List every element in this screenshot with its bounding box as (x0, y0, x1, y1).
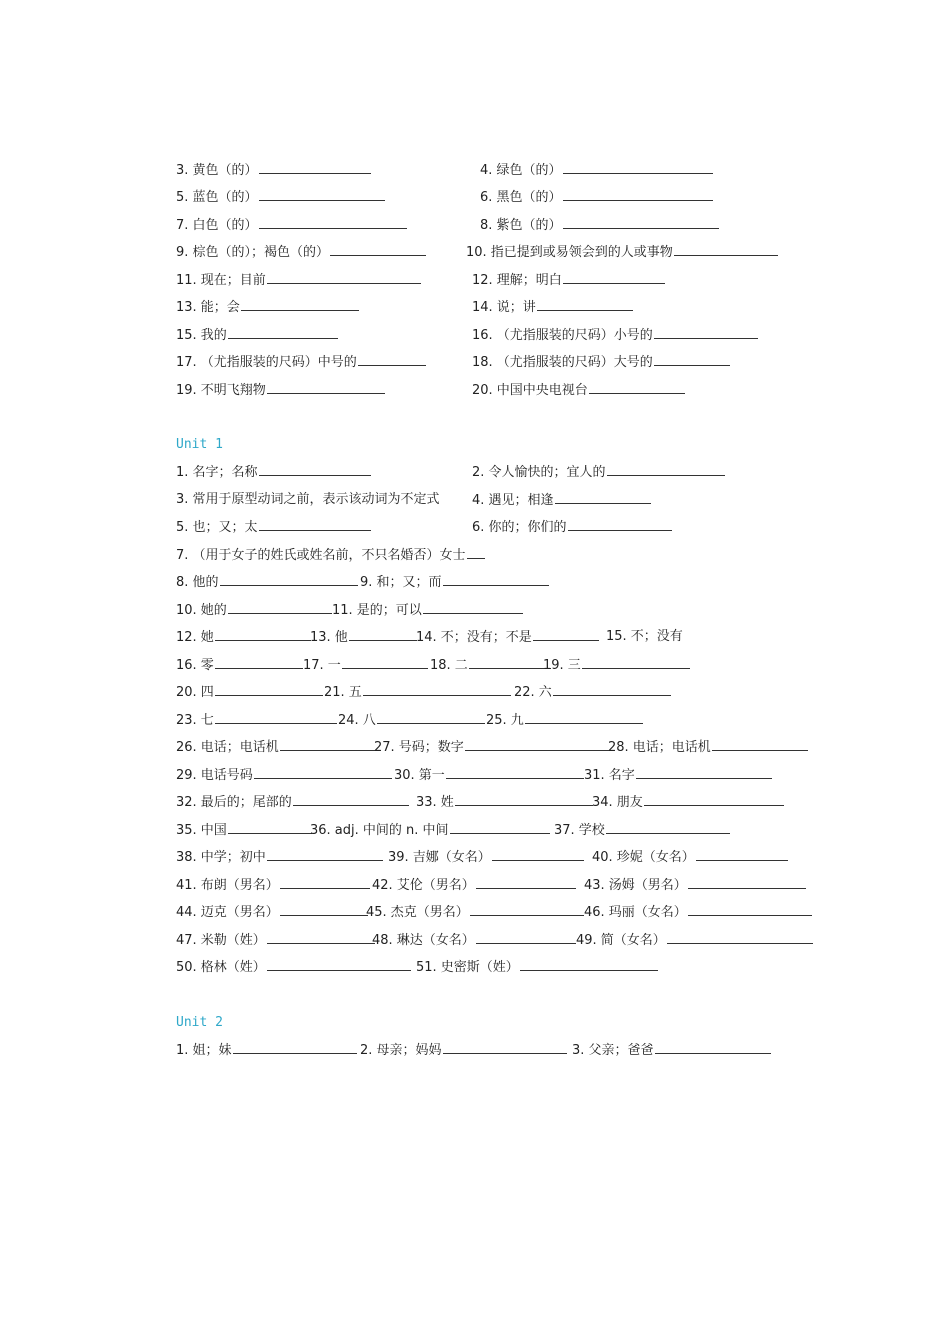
vocab-item: 17. （尤指服装的尺码）中号的 (176, 352, 426, 373)
unit2-heading: Unit 2 (176, 1015, 223, 1030)
vocab-item: 1. 姐；妹 (176, 1040, 357, 1061)
vocab-item: 17. 一 (303, 655, 428, 676)
vocab-item: 19. 三 (543, 655, 690, 676)
vocab-item: 26. 电话；电话机 (176, 737, 376, 758)
vocab-item: 38. 中学；初中 (176, 847, 383, 868)
vocab-item: 20. 中国中央电视台 (472, 380, 685, 401)
vocab-item: 10. 她的 (176, 600, 332, 621)
vocab-item: 18. 二 (430, 655, 551, 676)
vocab-item: 24. 八 (338, 710, 485, 731)
vocab-item: 21. 五 (324, 682, 511, 703)
vocab-item: 14. 不；没有；不是 (416, 627, 599, 648)
vocab-item: 14. 说；讲 (472, 297, 633, 318)
unit1-heading: Unit 1 (176, 437, 223, 452)
vocab-item: 31. 名字 (584, 765, 772, 786)
vocab-item: 42. 艾伦（男名） (372, 875, 576, 896)
vocab-item: 45. 杰克（男名） (366, 902, 584, 923)
vocab-item: 5. 也；又；太 (176, 517, 371, 538)
vocab-item: 39. 吉娜（女名） (388, 847, 584, 868)
vocab-item: 4. 遇见；相逢 (472, 490, 651, 511)
vocab-item: 8. 他的 (176, 572, 358, 593)
vocab-item: 28. 电话；电话机 (608, 737, 808, 758)
vocab-item: 6. 黑色（的） (480, 187, 713, 208)
vocab-item: 20. 四 (176, 682, 323, 703)
vocab-item: 7. 白色（的） (176, 215, 407, 236)
vocab-item: 36. adj. 中间的 n. 中间 (310, 820, 550, 841)
vocab-item: 5. 蓝色（的） (176, 187, 385, 208)
vocab-item: 15. 不；没有 (606, 629, 683, 644)
vocab-item: 51. 史密斯（姓） (416, 957, 658, 978)
vocab-item: 11. 是的；可以 (332, 600, 523, 621)
vocab-item: 16. （尤指服装的尺码）小号的 (472, 325, 758, 346)
vocab-item: 37. 学校 (554, 820, 730, 841)
vocab-item: 12. 理解；明白 (472, 270, 665, 291)
vocab-item: 48. 琳达（女名） (372, 930, 576, 951)
vocab-item: 3. 黄色（的） (176, 160, 371, 181)
vocab-item: 23. 七 (176, 710, 337, 731)
vocab-item: 4. 绿色（的） (480, 160, 713, 181)
vocab-item: 41. 布朗（男名） (176, 875, 370, 896)
vocab-item: 15. 我的 (176, 325, 338, 346)
vocab-item: 47. 米勒（姓） (176, 930, 375, 951)
vocab-item: 44. 迈克（男名） (176, 902, 368, 923)
vocab-item: 27. 号码；数字 (374, 737, 609, 758)
vocab-item: 33. 姓 (416, 792, 593, 813)
vocab-item: 25. 九 (486, 710, 643, 731)
vocab-item: 30. 第一 (394, 765, 584, 786)
vocab-item: 6. 你的；你们的 (472, 517, 672, 538)
vocab-item: 9. 和；又；而 (360, 572, 549, 593)
vocab-item: 32. 最后的；尾部的 (176, 792, 409, 813)
vocab-item: 2. 母亲；妈妈 (360, 1040, 567, 1061)
vocab-item: 43. 汤姆（男名） (584, 875, 806, 896)
vocab-item: 9. 棕色（的）；褐色（的） (176, 242, 426, 263)
vocab-item: 8. 紫色（的） (480, 215, 719, 236)
vocab-item: 18. （尤指服装的尺码）大号的 (472, 352, 730, 373)
vocab-item: 3. 常用于原型动词之前，表示该动词为不定式 (176, 492, 440, 507)
vocab-item: 13. 能；会 (176, 297, 359, 318)
vocab-item: 2. 令人愉快的；宜人的 (472, 462, 725, 483)
vocab-item: 10. 指已提到或易领会到的人或事物 (466, 242, 778, 263)
vocab-item: 50. 格林（姓） (176, 957, 411, 978)
vocab-item: 46. 玛丽（女名） (584, 902, 812, 923)
vocab-item: 35. 中国 (176, 820, 312, 841)
vocab-item: 12. 她 (176, 627, 311, 648)
vocab-item: 40. 珍妮（女名） (592, 847, 788, 868)
vocab-item: 19. 不明飞翔物 (176, 380, 385, 401)
vocab-item: 7. （用于女子的姓氏或姓名前，不只名婚否）女士 (176, 545, 485, 566)
vocab-item: 11. 现在；目前 (176, 270, 421, 291)
vocab-item: 22. 六 (514, 682, 671, 703)
vocab-item: 3. 父亲；爸爸 (572, 1040, 771, 1061)
vocab-item: 34. 朋友 (592, 792, 784, 813)
vocab-item: 16. 零 (176, 655, 303, 676)
vocab-item: 1. 名字；名称 (176, 462, 371, 483)
vocab-item: 13. 他 (310, 627, 417, 648)
vocab-item: 49. 简（女名） (576, 930, 813, 951)
vocab-item: 29. 电话号码 (176, 765, 392, 786)
